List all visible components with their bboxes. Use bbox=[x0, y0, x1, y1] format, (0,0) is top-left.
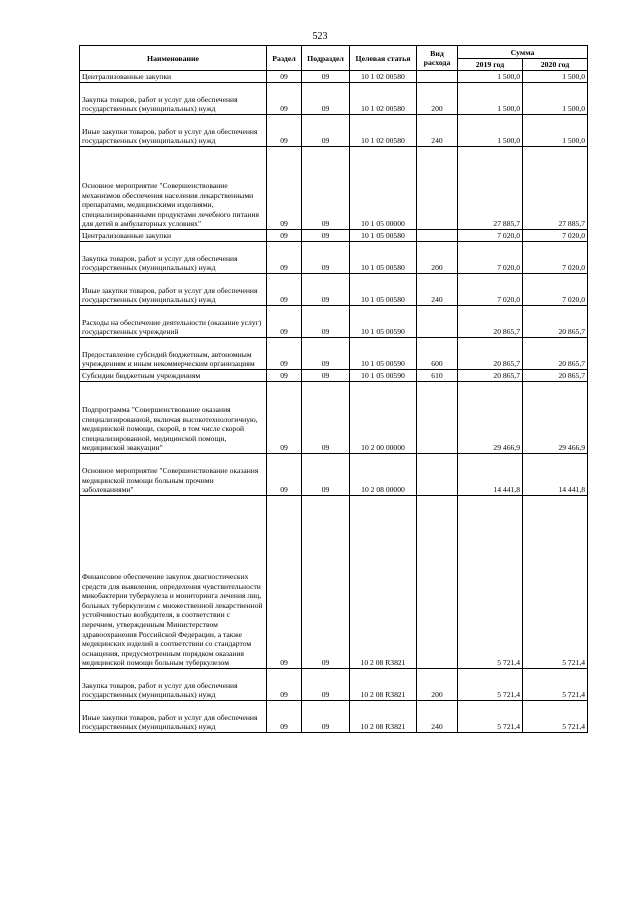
row-sum-2020: 5 721,4 bbox=[523, 701, 588, 733]
table-row bbox=[80, 669, 588, 701]
header-target: Целевая статья bbox=[350, 46, 417, 71]
row-expense-type bbox=[417, 306, 458, 338]
table-row bbox=[80, 115, 588, 147]
row-name: Подпрограмма "Совершенствование оказания специализированной, включая высокотехнологичную, медицинской помощи, скорой, в том числе скорой специализированной, медицинской помощи, медицинской эвакуации" bbox=[80, 382, 267, 454]
row-expense-type: 200 bbox=[417, 83, 458, 115]
row-expense-type bbox=[417, 230, 458, 242]
row-target: 10 1 05 00590 bbox=[350, 306, 417, 338]
row-sum-2020: 27 885,7 bbox=[523, 147, 588, 230]
row-sum-2019: 7 020,0 bbox=[458, 242, 523, 274]
row-subsection: 09 bbox=[302, 274, 350, 306]
budget-table bbox=[79, 45, 588, 733]
row-sum-2019: 20 865,7 bbox=[458, 306, 523, 338]
row-target: 10 1 05 00590 bbox=[350, 370, 417, 382]
row-section: 09 bbox=[267, 701, 302, 733]
row-name: Закупка товаров, работ и услуг для обеспечения государственных (муниципальных) нужд bbox=[80, 669, 267, 701]
row-sum-2020: 5 721,4 bbox=[523, 496, 588, 669]
row-name: Расходы на обеспечение деятельности (оказание услуг) государственных учреждений bbox=[80, 306, 267, 338]
row-target: 10 1 02 00580 bbox=[350, 71, 417, 83]
row-target: 10 1 05 00000 bbox=[350, 147, 417, 230]
row-expense-type: 200 bbox=[417, 669, 458, 701]
table-row bbox=[80, 338, 588, 370]
row-subsection: 09 bbox=[302, 71, 350, 83]
row-name: Предоставление субсидий бюджетным, автономным учреждениям и иным некоммерческим организациям bbox=[80, 338, 267, 370]
table-row bbox=[80, 382, 588, 454]
row-target: 10 2 08 R3821 bbox=[350, 496, 417, 669]
row-section: 09 bbox=[267, 382, 302, 454]
row-sum-2019: 7 020,0 bbox=[458, 274, 523, 306]
row-expense-type: 240 bbox=[417, 274, 458, 306]
row-sum-2019: 5 721,4 bbox=[458, 669, 523, 701]
row-sum-2019: 27 885,7 bbox=[458, 147, 523, 230]
row-section: 09 bbox=[267, 454, 302, 496]
row-target: 10 1 02 00580 bbox=[350, 83, 417, 115]
row-name: Централизованные закупки bbox=[80, 230, 267, 242]
row-sum-2020: 1 500,0 bbox=[523, 115, 588, 147]
row-name: Основное мероприятие "Совершенствование оказания медицинской помощи больным прочими заболеваниями" bbox=[80, 454, 267, 496]
row-subsection: 09 bbox=[302, 701, 350, 733]
row-sum-2020: 20 865,7 bbox=[523, 370, 588, 382]
row-section: 09 bbox=[267, 83, 302, 115]
row-sum-2019: 14 441,8 bbox=[458, 454, 523, 496]
header-subsection: Подраздел bbox=[302, 46, 350, 71]
row-expense-type: 200 bbox=[417, 242, 458, 274]
header-section: Раздел bbox=[267, 46, 302, 71]
row-expense-type: 610 bbox=[417, 370, 458, 382]
row-subsection: 09 bbox=[302, 306, 350, 338]
row-subsection: 09 bbox=[302, 338, 350, 370]
row-name: Финансовое обеспечение закупок диагностических средств для выявления, определения чувствительности микобактерии туберкулеза и мониторинга лечения лиц, больных туберкулезом с множественной лекарственной устойчивостью возбудителя, в соответствии с перечнем, утвержденным Министерством здравоохранения Российской Федерации, а также медицинских изделий в соответствии со стандартом оснащения, предусмотренным порядком оказания медицинской помощи больным туберкулезом bbox=[80, 496, 267, 669]
row-target: 10 1 05 00580 bbox=[350, 230, 417, 242]
row-subsection: 09 bbox=[302, 454, 350, 496]
row-sum-2020: 5 721,4 bbox=[523, 669, 588, 701]
table-row bbox=[80, 274, 588, 306]
row-section: 09 bbox=[267, 274, 302, 306]
row-section: 09 bbox=[267, 338, 302, 370]
header-year-2019: 2019 год bbox=[458, 59, 523, 71]
row-subsection: 09 bbox=[302, 496, 350, 669]
header-expense-type: Вид расхода bbox=[417, 46, 458, 71]
table-row bbox=[80, 496, 588, 669]
table-row bbox=[80, 306, 588, 338]
row-subsection: 09 bbox=[302, 382, 350, 454]
row-name: Субсидии бюджетным учреждениям bbox=[80, 370, 267, 382]
table-row bbox=[80, 71, 588, 83]
table-row bbox=[80, 454, 588, 496]
header-sum: Сумма bbox=[458, 46, 588, 59]
row-target: 10 1 05 00580 bbox=[350, 274, 417, 306]
table-row bbox=[80, 370, 588, 382]
row-section: 09 bbox=[267, 370, 302, 382]
row-subsection: 09 bbox=[302, 83, 350, 115]
row-expense-type bbox=[417, 454, 458, 496]
row-expense-type bbox=[417, 496, 458, 669]
row-target: 10 2 08 00000 bbox=[350, 454, 417, 496]
row-section: 09 bbox=[267, 230, 302, 242]
row-sum-2020: 1 500,0 bbox=[523, 71, 588, 83]
row-sum-2019: 29 466,9 bbox=[458, 382, 523, 454]
row-target: 10 2 00 00000 bbox=[350, 382, 417, 454]
row-sum-2019: 5 721,4 bbox=[458, 496, 523, 669]
row-expense-type bbox=[417, 147, 458, 230]
table-row bbox=[80, 83, 588, 115]
row-sum-2019: 1 500,0 bbox=[458, 71, 523, 83]
row-name: Закупка товаров, работ и услуг для обеспечения государственных (муниципальных) нужд bbox=[80, 83, 267, 115]
row-name: Закупка товаров, работ и услуг для обеспечения государственных (муниципальных) нужд bbox=[80, 242, 267, 274]
row-name: Основное мероприятие "Совершенствование механизмов обеспечения населения лекарственными препаратами, медицинскими изделиями, специализированными продуктами лечебного питания для детей в амбулаторных условиях" bbox=[80, 147, 267, 230]
row-target: 10 2 08 R3821 bbox=[350, 701, 417, 733]
row-sum-2020: 20 865,7 bbox=[523, 338, 588, 370]
row-sum-2020: 14 441,8 bbox=[523, 454, 588, 496]
row-sum-2020: 7 020,0 bbox=[523, 230, 588, 242]
row-name: Иные закупки товаров, работ и услуг для обеспечения государственных (муниципальных) нужд bbox=[80, 701, 267, 733]
row-target: 10 2 08 R3821 bbox=[350, 669, 417, 701]
header-year-2020: 2020 год bbox=[523, 59, 588, 71]
table-row bbox=[80, 230, 588, 242]
table-row bbox=[80, 147, 588, 230]
row-expense-type: 240 bbox=[417, 115, 458, 147]
row-subsection: 09 bbox=[302, 115, 350, 147]
row-sum-2020: 7 020,0 bbox=[523, 242, 588, 274]
row-name: Иные закупки товаров, работ и услуг для обеспечения государственных (муниципальных) нужд bbox=[80, 274, 267, 306]
row-section: 09 bbox=[267, 115, 302, 147]
row-subsection: 09 bbox=[302, 230, 350, 242]
row-subsection: 09 bbox=[302, 242, 350, 274]
row-sum-2020: 7 020,0 bbox=[523, 274, 588, 306]
row-expense-type bbox=[417, 71, 458, 83]
row-sum-2019: 1 500,0 bbox=[458, 83, 523, 115]
row-section: 09 bbox=[267, 242, 302, 274]
row-section: 09 bbox=[267, 669, 302, 701]
row-sum-2019: 20 865,7 bbox=[458, 338, 523, 370]
row-section: 09 bbox=[267, 71, 302, 83]
row-subsection: 09 bbox=[302, 669, 350, 701]
row-target: 10 1 02 00580 bbox=[350, 115, 417, 147]
row-expense-type: 600 bbox=[417, 338, 458, 370]
row-expense-type bbox=[417, 382, 458, 454]
row-section: 09 bbox=[267, 306, 302, 338]
row-subsection: 09 bbox=[302, 147, 350, 230]
row-sum-2020: 29 466,9 bbox=[523, 382, 588, 454]
row-target: 10 1 05 00580 bbox=[350, 242, 417, 274]
row-sum-2019: 7 020,0 bbox=[458, 230, 523, 242]
row-section: 09 bbox=[267, 147, 302, 230]
page-number: 523 bbox=[312, 31, 328, 42]
row-sum-2019: 20 865,7 bbox=[458, 370, 523, 382]
header-name: Наименование bbox=[80, 46, 267, 71]
row-section: 09 bbox=[267, 496, 302, 669]
table-row bbox=[80, 701, 588, 733]
row-expense-type: 240 bbox=[417, 701, 458, 733]
row-sum-2019: 1 500,0 bbox=[458, 115, 523, 147]
row-name: Иные закупки товаров, работ и услуг для обеспечения государственных (муниципальных) нужд bbox=[80, 115, 267, 147]
table-row bbox=[80, 242, 588, 274]
row-sum-2020: 20 865,7 bbox=[523, 306, 588, 338]
row-subsection: 09 bbox=[302, 370, 350, 382]
row-target: 10 1 05 00590 bbox=[350, 338, 417, 370]
row-sum-2020: 1 500,0 bbox=[523, 83, 588, 115]
row-sum-2019: 5 721,4 bbox=[458, 701, 523, 733]
row-name: Централизованные закупки bbox=[80, 71, 267, 83]
